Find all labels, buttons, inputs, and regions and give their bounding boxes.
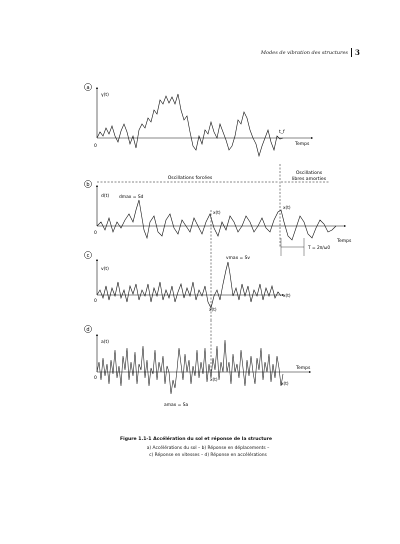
figure-caption-title: Figure 1.1-1 Accélération du sol et réponse de la structure — [120, 437, 273, 442]
panel-d-time-label: Temps — [296, 366, 311, 371]
panel-d-label: d — [86, 327, 90, 333]
period-label: T = 2π/ω0 — [308, 246, 331, 251]
free-phase-label-2: libres amorties — [291, 177, 327, 182]
panel-b-label: b — [86, 182, 90, 188]
panel-c-peak-label: vmax = Sv — [226, 256, 251, 261]
panel-b-peak-label: dmax = Sd — [119, 195, 144, 200]
panel-c — [84, 251, 291, 313]
panel-d-ylabel: a(t) — [101, 340, 110, 345]
free-phase-label-1: Oscillations — [295, 171, 323, 176]
panel-b-time-label: Temps — [337, 239, 352, 244]
panel-c-origin: 0 — [94, 299, 97, 304]
panel-b — [84, 180, 352, 320]
panel-b-displacement-curve — [97, 200, 336, 240]
panel-d-origin: 0 — [94, 376, 97, 381]
panel-c-xt-label: x(t) — [283, 294, 291, 299]
panel-a-ylabel: γ(t) — [101, 93, 109, 98]
panel-a — [84, 83, 312, 156]
panel-a-time-label: Temps — [295, 142, 310, 147]
figure-caption-line-2: c) Réponse en vitesses – d) Réponse en accélérations — [149, 453, 267, 458]
figure-caption-line-1: a) Accélérations du sol – b) Réponse en déplacements – — [146, 446, 270, 451]
panel-a-origin: 0 — [94, 144, 97, 149]
panel-c-velocity-curve — [97, 262, 281, 308]
panel-a-tf: t_f — [279, 130, 285, 135]
panel-c-ylabel: v(t) — [101, 267, 109, 272]
panel-b-origin: 0 — [94, 231, 97, 236]
panel-a-label: a — [86, 85, 90, 91]
phase-brackets — [97, 164, 330, 248]
panel-c-label: c — [86, 253, 90, 259]
panel-b-xt-label: x(t) — [283, 206, 291, 211]
page-number: 3 — [355, 48, 360, 57]
panel-a-ground-acceleration-curve — [97, 94, 283, 156]
panel-d-acceleration-curve — [97, 340, 283, 394]
panel-d — [84, 320, 311, 408]
panel-b-ylabel: d(t) — [101, 194, 110, 199]
panel-c-x-marker: x(t) — [209, 308, 217, 313]
panel-d-x-marker: x(t) — [210, 378, 218, 383]
running-title: Modes de vibration des structures — [260, 50, 348, 56]
panel-b-x-marker: x(t) — [213, 211, 221, 216]
panel-d-xt-label: x(t) — [281, 382, 289, 387]
panel-d-peak-label: amax = Sa — [164, 403, 189, 408]
forced-phase-label: Oscillations forcées — [167, 176, 213, 181]
